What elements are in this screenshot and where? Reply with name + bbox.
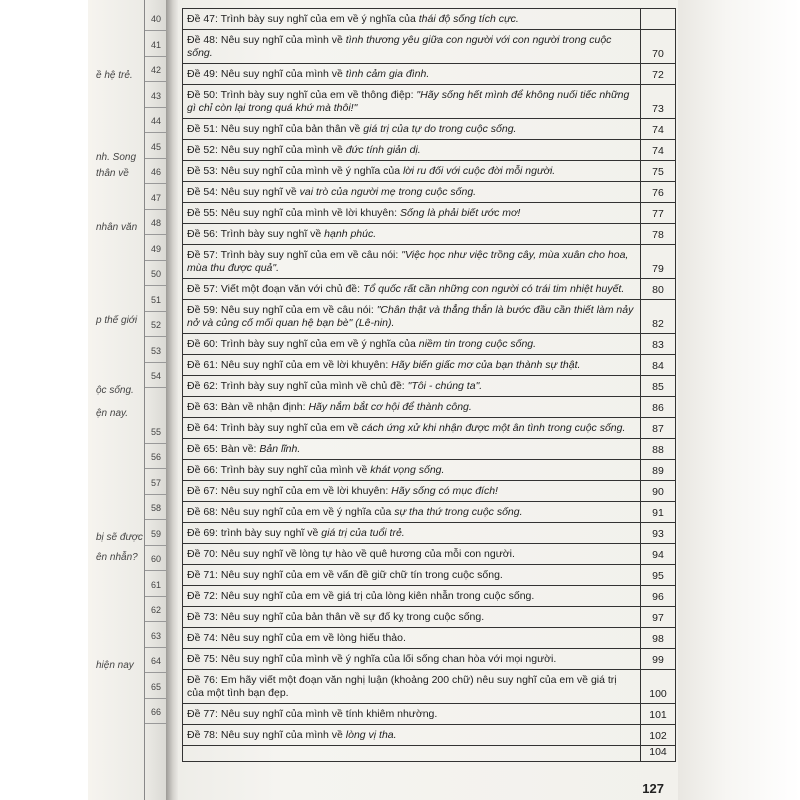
toc-entry-label: Đề 56: [187, 228, 218, 240]
left-page-number: 54 [150, 371, 161, 381]
toc-entry-label: Đề 75: [187, 653, 218, 665]
left-page-number: 48 [150, 218, 161, 228]
toc-entry-title: Nêu suy nghĩ của em về giá trị của lòng kiên nhẫn trong cuộc sống. [220, 590, 535, 602]
toc-entry-italic: "Tôi - chúng ta". [407, 380, 483, 392]
toc-entry-title: trình bày suy nghĩ về [220, 527, 322, 539]
toc-entry-title: Nêu suy nghĩ về lòng tự hào về quê hương của mỗi con người. [220, 548, 515, 560]
toc-entry-label: Đề 69: [187, 527, 218, 539]
toc-row[interactable] [183, 565, 675, 586]
left-page-number: 47 [150, 192, 161, 203]
toc-row[interactable] [183, 9, 675, 30]
left-page-rule [145, 672, 167, 673]
left-page-rule [145, 260, 167, 261]
toc-entry-text [183, 182, 641, 202]
toc-entry-label: Đề 51: [187, 123, 218, 135]
toc-entry-title: Em hãy viết một đoạn văn nghị luận (khoảng 200 chữ) nêu suy nghĩ của em về giá trị của một tình bạn đẹp. [187, 674, 617, 699]
toc-entry-italic: tình cảm gia đình. [345, 68, 430, 80]
left-page-number: 41 [150, 39, 161, 50]
toc-entry-text [183, 245, 641, 278]
left-page-rule [145, 698, 167, 699]
left-page-rule [145, 132, 167, 133]
toc-row[interactable] [183, 334, 675, 355]
left-page-number: 46 [150, 167, 161, 177]
left-page-rule [145, 30, 167, 31]
toc-entry-italic: Sống là phải biết ước mơ! [399, 207, 521, 219]
toc-entry-page: 104 [649, 746, 667, 758]
table-of-contents-page [178, 0, 678, 800]
toc-entry-page: 80 [652, 284, 664, 296]
toc-entry-page: 76 [652, 187, 664, 199]
toc-entry-page: 87 [652, 423, 664, 435]
toc-row[interactable] [183, 376, 675, 397]
toc-entry-page: 86 [652, 402, 664, 414]
toc-row[interactable] [183, 523, 675, 544]
left-page-rule [145, 596, 167, 597]
toc-entry-label: Đề 50: [187, 89, 218, 101]
left-page-number: 55 [150, 426, 161, 437]
toc-entry-text [183, 279, 641, 299]
toc-entry-text [183, 161, 641, 181]
toc-entry-text [183, 670, 641, 703]
toc-entry-page: 97 [652, 612, 664, 624]
left-page-number: 43 [150, 90, 161, 101]
toc-row[interactable] [183, 439, 675, 460]
toc-entry-label: Đề 48: [187, 34, 218, 46]
toc-row[interactable] [183, 586, 675, 607]
toc-row[interactable] [183, 203, 675, 224]
toc-row[interactable] [183, 746, 675, 762]
toc-entry-page: 91 [652, 507, 664, 519]
toc-entry-page: 79 [652, 263, 664, 275]
toc-entry-text [183, 224, 641, 244]
left-page-number: 58 [150, 503, 161, 513]
toc-entry-page: 73 [652, 103, 664, 115]
toc-entry-text [183, 9, 641, 29]
toc-entry-label: Đề 70: [187, 548, 218, 560]
toc-entry-label: Đề 53: [187, 165, 218, 177]
toc-entry-page: 75 [652, 166, 664, 178]
left-page-number: 60 [150, 554, 161, 564]
left-page-fragment: nhân văn [96, 222, 138, 233]
toc-entry-title: Nêu suy nghĩ của mình về [220, 68, 346, 80]
toc-entry-italic: tình thương yêu giữa con người với con người trong cuộc sống. [187, 34, 612, 59]
toc-entry-title: Nêu suy nghĩ của mình về tính khiêm nhường. [220, 708, 438, 720]
toc-entry-text [183, 704, 641, 724]
left-page-fragment: thân về [96, 168, 129, 179]
toc-row[interactable] [183, 279, 675, 300]
toc-entry-label: Đề 60: [187, 338, 218, 350]
left-page-rule [145, 336, 167, 337]
toc-row[interactable] [183, 460, 675, 481]
left-page-number: 49 [150, 243, 161, 254]
toc-entry-text [183, 355, 641, 375]
toc-entry-title: Viết một đoạn văn với chủ đề: [220, 283, 363, 295]
toc-entry-text [183, 418, 641, 438]
left-page-number: 59 [150, 528, 161, 539]
toc-entry-page [641, 9, 675, 29]
toc-entry-title: Nêu suy nghĩ của em về lòng hiếu thảo. [220, 632, 406, 644]
left-page-rule [145, 81, 167, 82]
toc-row[interactable] [183, 224, 675, 245]
toc-entry-label: Đề 65: [187, 443, 218, 455]
page-number: 127 [642, 781, 664, 796]
left-page-number: 57 [150, 477, 161, 488]
toc-entry-label: Đề 74: [187, 632, 218, 644]
toc-entry-text [183, 64, 641, 84]
left-page-number: 61 [150, 579, 161, 590]
toc-entry-label: Đề 63: [187, 401, 218, 413]
left-page-rule [145, 570, 167, 571]
toc-row[interactable] [183, 481, 675, 502]
left-page-fragment: p thế giới [96, 315, 138, 326]
toc-row[interactable] [183, 182, 675, 203]
toc-entry-italic: hạnh phúc. [324, 228, 377, 240]
toc-entry-title: Trình bày suy nghĩ của em về câu nói: [220, 249, 402, 261]
left-page-rule [145, 468, 167, 469]
toc-entry-title: Nêu suy nghĩ của em về vấn đề giữ chữ tín trong cuộc sống. [220, 569, 503, 581]
toc-entry-page: 100 [649, 688, 667, 700]
toc-entry-text [183, 565, 641, 585]
toc-entry-title: Bàn về nhận định: [220, 401, 309, 413]
toc-entry-title: Trình bày suy nghĩ của mình về [220, 464, 371, 476]
toc-entry-label: Đề 54: [187, 186, 218, 198]
left-page-fragment: ên nhẫn? [96, 552, 138, 563]
toc-entry-page: 94 [652, 549, 664, 561]
toc-row[interactable] [183, 397, 675, 418]
toc-entry-italic: giá trị của tuổi trẻ. [321, 527, 405, 539]
left-page-number: 56 [150, 452, 161, 462]
toc-entry-label: Đề 52: [187, 144, 218, 156]
left-page [88, 0, 168, 800]
toc-entry-page: 84 [652, 360, 664, 372]
toc-entry-italic: niềm tin trong cuộc sống. [418, 338, 537, 350]
toc-entry-text [183, 725, 641, 745]
toc-entry-title: Trình bày suy nghĩ của em về ý nghĩa của [220, 338, 419, 350]
toc-entry-label: Đề 57: [187, 283, 218, 295]
toc-row[interactable] [183, 544, 675, 565]
toc-row[interactable] [183, 607, 675, 628]
toc-entry-italic: Hãy biến giấc mơ của bạn thành sự thật. [391, 359, 581, 371]
toc-entry-text [183, 376, 641, 396]
left-page-number: 63 [150, 630, 161, 641]
left-page-number: 66 [150, 707, 161, 717]
toc-entry-page: 98 [652, 633, 664, 645]
toc-entry-page: 96 [652, 591, 664, 603]
toc-row[interactable] [183, 628, 675, 649]
toc-entry-text [183, 300, 641, 333]
toc-entry-title: Trình bày suy nghĩ của em về ý nghĩa của [220, 13, 419, 25]
left-page-number: 52 [150, 320, 161, 330]
toc-entry-text [183, 439, 641, 459]
toc-entry-title: Nêu suy nghĩ của em về câu nói: [220, 304, 377, 316]
toc-row[interactable] [183, 119, 675, 140]
toc-row[interactable] [183, 140, 675, 161]
toc-entry-text [183, 544, 641, 564]
toc-entry-page: 93 [652, 528, 664, 540]
left-page-fragment: nh. Song [96, 152, 137, 163]
toc-entry-title: Nêu suy nghĩ của mình về [220, 144, 346, 156]
toc-entry-text [183, 607, 641, 627]
toc-entry-page: 101 [649, 709, 667, 721]
toc-entry-italic: lời ru đối với cuộc đời mỗi người. [402, 165, 556, 177]
toc-entry-label: Đề 61: [187, 359, 218, 371]
left-page-rule [145, 545, 167, 546]
toc-entry-page: 89 [652, 465, 664, 477]
toc-entry-page: 82 [652, 318, 664, 330]
toc-entry-label: Đề 62: [187, 380, 218, 392]
toc-entry-page: 102 [649, 730, 667, 742]
toc-entry-text [183, 30, 641, 63]
toc-entry-italic: "Chân thật và thẳng thắn là bước đầu cần thiết làm nảy nở và củng cố mối quan hệ bạn bè" (Lê-nin). [187, 304, 634, 329]
toc-entry-title: Nêu suy nghĩ về [220, 186, 300, 198]
left-page-number: 45 [150, 141, 161, 152]
toc-table [182, 8, 676, 762]
left-page-rule [145, 234, 167, 235]
left-page-number: 44 [150, 116, 161, 126]
left-page-rule [145, 183, 167, 184]
toc-entry-label: Đề 72: [187, 590, 218, 602]
toc-entry-italic: lòng vị tha. [345, 729, 397, 741]
toc-row[interactable] [183, 725, 675, 746]
toc-entry-italic: sự tha thứ trong cuộc sống. [394, 506, 523, 518]
toc-entry-text [183, 481, 641, 501]
toc-entry-italic: giá trị của tự do trong cuộc sống. [363, 123, 517, 135]
left-page-rule [145, 443, 167, 444]
toc-row[interactable] [183, 85, 675, 119]
toc-entry-italic: đức tính giản dị. [345, 144, 421, 156]
toc-entry-page: 85 [652, 381, 664, 393]
toc-entry-text [183, 397, 641, 417]
toc-entry-italic: Hãy sống có mục đích! [391, 485, 498, 497]
toc-entry-title: Nêu suy nghĩ của em về lời khuyên: [220, 359, 392, 371]
toc-entry-label: Đề 59: [187, 304, 218, 316]
toc-entry-page: 83 [652, 339, 664, 351]
toc-entry-label: Đề 64: [187, 422, 218, 434]
left-page-number: 40 [150, 14, 161, 24]
toc-entry-title: Nêu suy nghĩ của bản thân về sự đố kỵ trong cuộc sống. [220, 611, 485, 623]
toc-entry-text [183, 203, 641, 223]
left-page-number: 53 [150, 345, 161, 356]
toc-entry-page: 72 [652, 69, 664, 81]
toc-entry-label: Đề 76: [187, 674, 218, 686]
toc-row[interactable] [183, 502, 675, 523]
toc-entry-text [183, 140, 641, 160]
toc-entry-text [183, 460, 641, 480]
left-page-rule [145, 209, 167, 210]
toc-entry-text [183, 334, 641, 354]
toc-row[interactable] [183, 64, 675, 85]
left-page-rule [145, 621, 167, 622]
left-page-number: 62 [150, 605, 161, 615]
toc-entry-italic: Bản lĩnh. [259, 443, 301, 455]
toc-entry-page: 74 [652, 145, 664, 157]
left-page-fragment: ề hệ trẻ. [96, 70, 133, 81]
toc-entry-label: Đề 67: [187, 485, 218, 497]
toc-entry-title: Trình bày suy nghĩ của em về thông điệp: [220, 89, 417, 101]
toc-row[interactable] [183, 649, 675, 670]
toc-entry-italic: khát vọng sống. [370, 464, 445, 476]
toc-entry-page: 99 [652, 654, 664, 666]
left-page-rule [145, 387, 167, 388]
left-page-fragment: ộc sống. [96, 385, 134, 396]
toc-entry-label: Đề 66: [187, 464, 218, 476]
left-page-fragment: ện nay. [96, 408, 129, 419]
toc-entry-page: 78 [652, 229, 664, 241]
toc-entry-title: Trình bày suy nghĩ về [220, 228, 325, 240]
toc-entry-text [183, 628, 641, 648]
toc-entry-title: Nêu suy nghĩ của bản thân về [220, 123, 364, 135]
toc-row[interactable] [183, 704, 675, 725]
toc-entry-title: Trình bày suy nghĩ của em về [220, 422, 362, 434]
toc-row[interactable] [183, 670, 675, 704]
toc-entry-label: Đề 49: [187, 68, 218, 80]
toc-row[interactable] [183, 30, 675, 64]
left-page-number: 65 [150, 681, 161, 692]
toc-entry-italic: Tổ quốc rất cần những con người có trái tim nhiệt huyết. [362, 283, 625, 295]
left-page-rule [145, 362, 167, 363]
toc-entry-text [183, 746, 641, 761]
left-page-rule [145, 647, 167, 648]
toc-entry-label: Đề 73: [187, 611, 218, 623]
toc-entry-label: Đề 55: [187, 207, 218, 219]
toc-entry-page: 77 [652, 208, 664, 220]
toc-entry-italic: "Việc học như việc trồng cây, mùa xuân cho hoa, mùa thu được quả". [187, 249, 629, 274]
toc-entry-text [183, 649, 641, 669]
toc-row[interactable] [183, 161, 675, 182]
toc-entry-title: Nêu suy nghĩ của em về ý nghĩa của [220, 506, 395, 518]
toc-entry-title: Nêu suy nghĩ của mình về [220, 34, 346, 46]
toc-entry-text [183, 85, 641, 118]
toc-entry-page: 88 [652, 444, 664, 456]
toc-entry-title: Nêu suy nghĩ của mình về ý nghĩa của lối sống chan hòa với mọi người. [220, 653, 557, 665]
left-page-rule [145, 158, 167, 159]
toc-entry-page: 74 [652, 124, 664, 136]
left-page-rule [145, 285, 167, 286]
left-page-rule [145, 311, 167, 312]
toc-entry-italic: "Hãy sống hết mình để không nuối tiếc những gì chỉ còn lại trong quá khứ mà thôi!" [187, 89, 630, 114]
toc-row[interactable] [183, 245, 675, 279]
toc-row[interactable] [183, 418, 675, 439]
toc-entry-italic: cách ứng xử khi nhận được một ân tình trong cuộc sống. [361, 422, 626, 434]
toc-entry-text [183, 523, 641, 543]
toc-entry-italic: thái độ sống tích cực. [418, 13, 519, 25]
left-page-rule [145, 56, 167, 57]
toc-entry-page: 90 [652, 486, 664, 498]
toc-entry-italic: vai trò của người mẹ trong cuộc sống. [299, 186, 477, 198]
toc-entry-text [183, 119, 641, 139]
left-page-number: 51 [150, 294, 161, 305]
toc-entry-label: Đề 71: [187, 569, 218, 581]
toc-entry-label: Đề 68: [187, 506, 218, 518]
left-page-number: 42 [150, 65, 161, 75]
left-page-rule [145, 107, 167, 108]
left-page-number: 50 [150, 269, 161, 279]
toc-entry-label: Đề 47: [187, 13, 218, 25]
toc-entry-title: Nêu suy nghĩ của em về lời khuyên: [220, 485, 392, 497]
toc-entry-title: Bàn về: [220, 443, 260, 455]
toc-row[interactable] [183, 300, 675, 334]
toc-entry-label: Đề 57: [187, 249, 218, 261]
toc-entry-page: 95 [652, 570, 664, 582]
toc-entry-label: Đề 78: [187, 729, 218, 741]
toc-entry-italic: Hãy nắm bắt cơ hội để thành công. [308, 401, 472, 413]
left-page-number: 64 [150, 656, 161, 666]
toc-entry-title: Nêu suy nghĩ của mình về [220, 729, 346, 741]
left-page-rule [145, 723, 167, 724]
toc-row[interactable] [183, 355, 675, 376]
toc-entry-label: Đề 77: [187, 708, 218, 720]
toc-entry-title: Nêu suy nghĩ của mình về ý nghĩa của [220, 165, 403, 177]
toc-entry-title: Nêu suy nghĩ của mình về lời khuyên: [220, 207, 400, 219]
left-page-rule [145, 519, 167, 520]
left-page-fragment: bị sẽ được [96, 532, 143, 543]
toc-entry-text [183, 502, 641, 522]
left-page-rule [145, 494, 167, 495]
toc-entry-text [183, 586, 641, 606]
left-page-number-column [144, 0, 168, 800]
left-page-fragment: hiện nay [96, 660, 134, 671]
right-background [678, 0, 800, 800]
toc-entry-page: 70 [652, 48, 664, 60]
toc-entry-title: Trình bày suy nghĩ của mình về chủ đề: [220, 380, 408, 392]
